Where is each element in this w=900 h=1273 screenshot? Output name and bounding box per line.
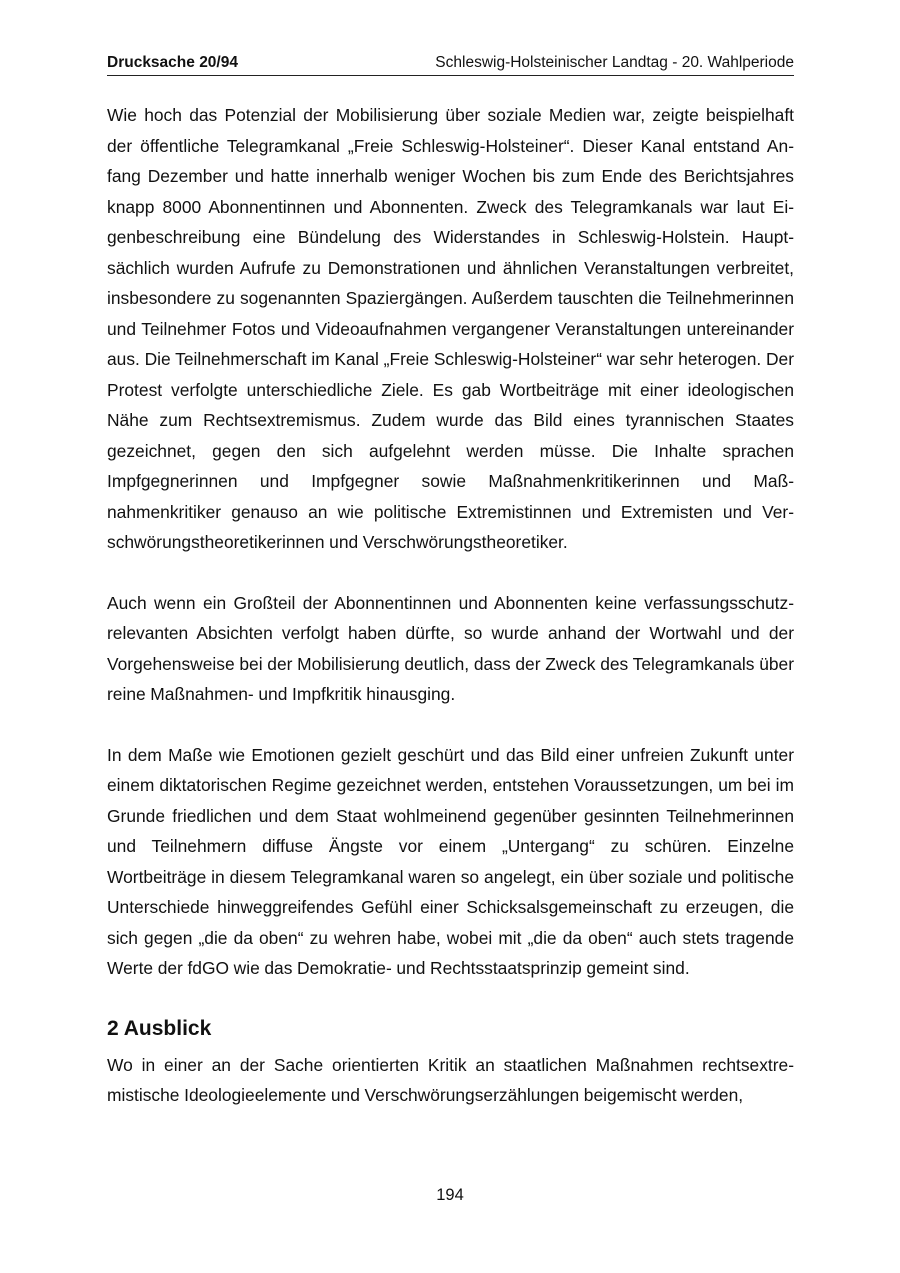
page-body <box>107 100 794 1141</box>
document-number: Drucksache 20/94 <box>107 54 238 71</box>
paragraph-emotions: In dem Maße wie Emotionen gezielt geschürt und das Bild einer unfreien Zukunft unter einem diktatorischen Regime gezeichnet werden, entstehen Voraussetzungen, um bei im Grunde friedlichen und dem Staat wohlmeinend gegenüber gesinnten Teilnehmerinnen und Teilnehmern diffuse Ängste vor einem „Untergang“ zu schüren. Einzelne Wortbeiträge in diesem Telegramkanal waren so angelegt, ein über soziale und politische Unterschiede hinweggreifendes Gefühl einer Schicksalsgemeinschaft zu erzeugen, die sich gegen „die da oben“ zu wehren habe, wobei mit „die da oben“ auch stets tragende Werte der fdGO wie das Demokratie- und Rechtsstaatsprinzip gemeint sind. <box>107 744 794 978</box>
page-number: 194 <box>436 1186 464 1204</box>
paragraph-telegram-channel: Wie hoch das Potenzial der Mobilisierung über soziale Medien war, zeigte beispielhaft der öffentliche Telegramkanal „Freie Schleswig-Holsteiner“. Dieser Kanal entstand Anfang Dezember und hatte innerhalb weniger Wochen bis zum Ende des Berichtsjahres knapp 8000 Abonnentinnen und Abonnenten. Zweck des Telegramkanals war laut Eigenbeschreibung eine Bündelung des Widerstandes in Schleswig-Holstein. Hauptsächlich wurden Aufrufe zu Demonstrationen und ähnlichen Veranstaltungen verbreitet, insbesondere zu sogenannten Spaziergängen. Außerdem tauschten die Teilnehmerinnen und Teilnehmer Fotos und Videoaufnahmen vergangener Veranstaltungen untereinander aus. Die Teilnehmerschaft im Kanal „Freie Schleswig-Holsteiner“ war sehr heterogen. Der Protest verfolgte unterschiedliche Ziele. Es gab Wortbeiträge mit einer ideologischen Nähe zum Rechtsextremismus. Zudem wurde das Bild eines tyrannischen Staates gezeichnet, gegen den sich aufgelehnt werden müsse. Die Inhalte sprachen Impfgegnerinnen und Impfgegner sowie Maßnahmenkritikerinnen und Maßnahmenkritiker genauso an wie politische Extremistinnen und Extremisten und Verschwörungstheoretikerinnen und Verschwörungstheoretiker. <box>107 105 794 552</box>
page-header <box>107 51 794 76</box>
paragraph-subscribers: Auch wenn ein Großteil der Abonnentinnen und Abonnenten keine verfassungsschutzrelevanten Absichten verfolgt haben dürfte, so wurde anhand der Wortwahl und der Vorgehensweise bei der Mobilisierung deutlich, dass der Zweck des Telegramkanals über reine Maßnahmen- und Impfkritik hinausging. <box>107 592 794 704</box>
section-heading: 2 Ausblick <box>107 1016 212 1040</box>
header-publication-title: Schleswig-Holsteinischer Landtag - 20. Wahlperiode <box>435 54 794 71</box>
paragraph-outlook: Wo in einer an der Sache orientierten Kritik an staatlichen Maßnahmen rechtsextremistische Ideologieelemente und Verschwörungserzählungen beigemischt werden, <box>107 1054 794 1105</box>
